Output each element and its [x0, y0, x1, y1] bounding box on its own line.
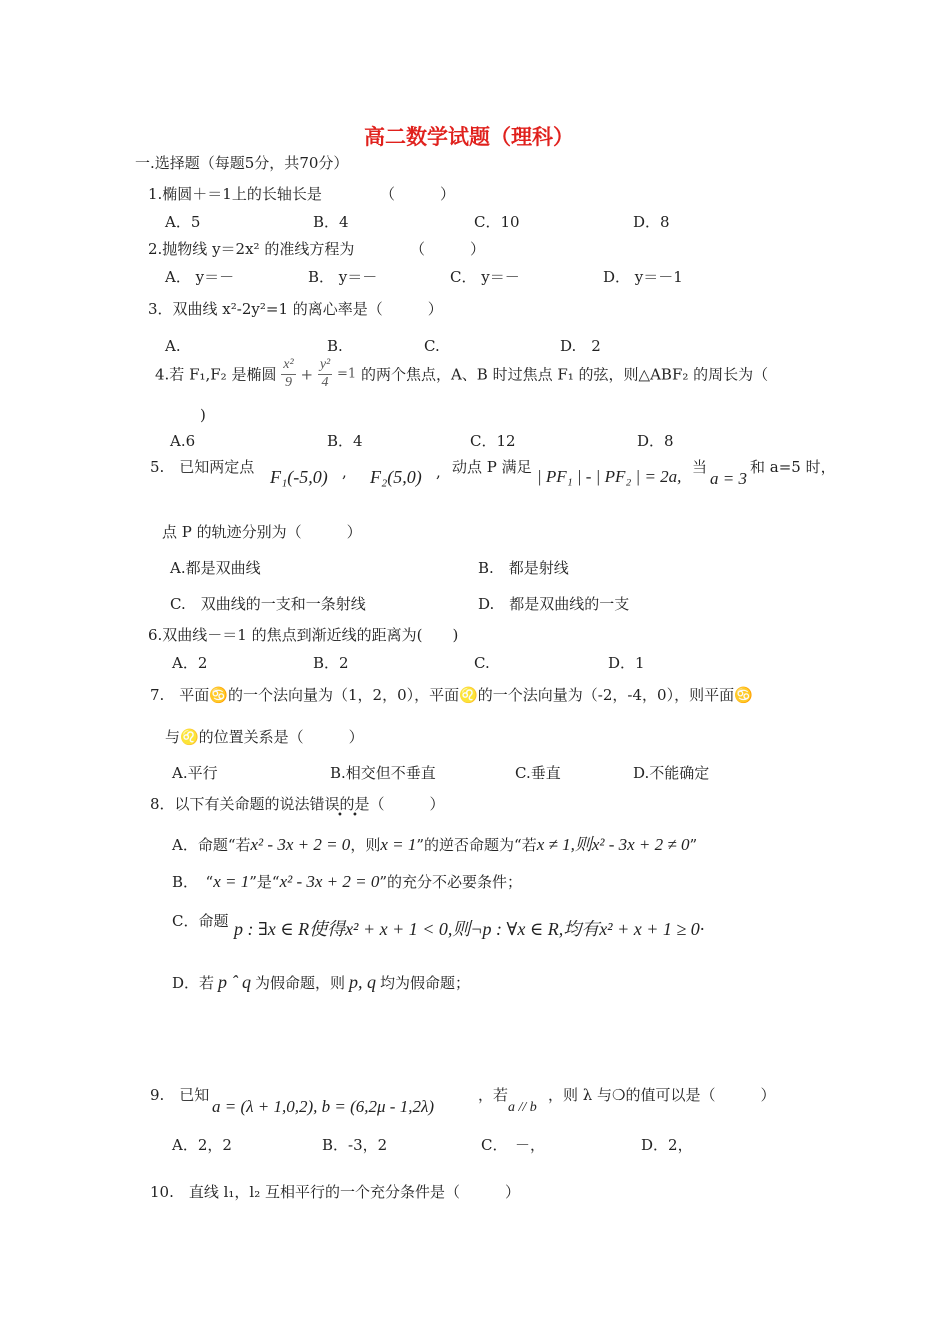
q6-option-b: B．2: [313, 654, 349, 672]
q7-option-d: D.不能确定: [633, 764, 710, 782]
q5-focus-f2: F₂(5,0): [370, 467, 422, 487]
q8-option-d: [172, 972, 470, 994]
q9-stem-start: 9. 已知: [150, 1086, 210, 1104]
q5-stem-tail: 和 a=5 时，: [750, 458, 836, 476]
q5-stem-mid: 动点 P 满足: [452, 458, 532, 476]
q4-stem-start: 4.若 F₁,F₂ 是椭圆: [155, 365, 277, 384]
q9-parallel: a // b: [508, 1100, 537, 1115]
q5-option-b: B. 都是射线: [478, 559, 569, 577]
q4-close-paren: ): [200, 406, 206, 424]
q7-stem-line2: 与♌的位置关系是（ ）: [165, 728, 364, 746]
q8-option-a: [172, 835, 697, 855]
q5-option-d: D. 都是双曲线的一支: [478, 595, 630, 613]
q2-answer-paren: （ ）: [410, 240, 486, 258]
q1-stem: 1.椭圆＋＝1上的长轴长是: [148, 185, 322, 203]
q9-ruo: ，若: [478, 1086, 509, 1104]
q4-frac-y-num: y²: [318, 357, 332, 375]
q8-stem: 8．以下有关命题的说法错误的是（ ）: [150, 795, 445, 813]
q5-a-equals-3: a = 3: [710, 469, 747, 488]
q7-stem: 7. 平面♋的一个法向量为（1，2，0），平面♌的一个法向量为（-2，-4，0），则平面♋: [150, 686, 753, 704]
q8-a-end: ”: [689, 836, 698, 854]
q1-option-b: B．4: [313, 213, 349, 231]
section-heading: 一.选择题（每题5分，共70分）: [135, 154, 349, 172]
q5-focus-f1: F₁(-5,0): [270, 467, 328, 487]
q8-b-label: B． “: [172, 873, 214, 891]
q5-condition: | PF₁ | - | PF₂ | = 2a,: [537, 467, 682, 486]
q8-d-label: D．若: [172, 974, 215, 992]
q9-option-d: D．2，: [641, 1136, 693, 1154]
q8-b-math-2: x² - 3x + 2 = 0: [279, 872, 380, 891]
q4-option-c: C．12: [470, 432, 516, 450]
q8-a-mid: ，则: [350, 836, 381, 854]
q4-plus: +: [300, 365, 314, 384]
q5-option-a: A.都是双曲线: [170, 559, 261, 577]
q7-option-c: C.垂直: [515, 764, 561, 782]
q3-option-c: C.: [424, 337, 440, 355]
q4-fraction-y: [318, 357, 332, 392]
q8-a-mid2: ”的逆否命题为“若: [416, 836, 537, 854]
q8-option-b: [172, 872, 522, 892]
q8-a-math-3: x ≠ 1,则x² - 3x + 2 ≠ 0: [536, 835, 690, 854]
q1-option-a: A．5: [165, 213, 201, 231]
q3-option-d: D. 2: [560, 337, 601, 355]
q7-option-b: B.相交但不垂直: [330, 764, 436, 782]
page-title: 高二数学试题（理科）: [364, 125, 574, 149]
q4-option-b: B．4: [327, 432, 363, 450]
q8-d-mid: 为假命题，则: [255, 974, 346, 992]
q3-option-b: B.: [327, 337, 343, 355]
q3-stem: 3．双曲线 x²-2y²=1 的离心率是（ ）: [148, 300, 443, 318]
q9-option-b: B．-3，2: [322, 1136, 388, 1154]
emphasis-dot: •: [337, 810, 343, 821]
q6-option-d: D．1: [608, 654, 645, 672]
q4-frac-y-den: 4: [321, 374, 329, 390]
q8-d-math-1: p ˆ q: [218, 972, 252, 992]
q2-option-a: A． y＝－: [165, 268, 235, 286]
q4-stem-end: 的两个焦点，A、B 时过焦点 F₁ 的弦，则△ABF₂ 的周长为（: [360, 365, 769, 384]
q9-option-a: A．2，2: [172, 1136, 232, 1154]
q4-eq-one: =1: [337, 366, 357, 382]
q2-option-d: D． y＝－1: [603, 268, 683, 286]
q3-option-a: A.: [165, 337, 181, 355]
q8-b-math-1: x = 1: [213, 872, 250, 891]
q4-frac-x-num: x²: [281, 357, 295, 375]
q8-d-end: 均为假命题；: [380, 974, 471, 992]
q6-option-a: A．2: [172, 654, 208, 672]
q2-option-b: B． y＝－: [308, 268, 378, 286]
q5-stem-line2: 点 P 的轨迹分别为（ ）: [162, 523, 362, 541]
q6-option-c: C.: [474, 654, 490, 672]
q8-b-mid: ”是“: [249, 873, 280, 891]
q8-d-math-2: p, q: [349, 972, 377, 992]
q5-comma2: ,: [436, 463, 441, 481]
q6-stem: 6.双曲线－＝1 的焦点到渐近线的距离为( ): [148, 626, 459, 644]
q5-when: 当: [692, 458, 708, 476]
q1-answer-paren: （ ）: [380, 185, 456, 203]
q5-stem-start: 5. 已知两定点: [150, 458, 255, 476]
q2-stem: 2.抛物线 y＝2x² 的准线方程为: [148, 240, 355, 258]
q4-frac-x-den: 9: [284, 374, 292, 390]
q5-comma: ,: [342, 463, 347, 481]
q8-c-label: C．命题: [172, 912, 229, 930]
q8-c-dot: ·: [699, 919, 705, 939]
q4-fraction-x: [281, 357, 295, 392]
q1-option-c: C．10: [474, 213, 520, 231]
q5-option-c: C. 双曲线的一支和一条射线: [170, 595, 366, 613]
q7-option-a: A.平行: [172, 764, 218, 782]
q8-a-label: A．命题“若: [172, 836, 251, 854]
q9-vectors: a = (λ + 1,0,2), b = (6,2μ - 1,2λ): [212, 1097, 434, 1116]
q9-option-c: C． －，: [481, 1136, 545, 1154]
q4-option-a: A.6: [170, 432, 196, 450]
q2-option-c: C． y＝－: [450, 268, 520, 286]
q8-a-math-1: x² - 3x + 2 = 0: [250, 835, 351, 854]
q4-stem: [155, 357, 768, 392]
q4-option-d: D．8: [637, 432, 674, 450]
q8-b-end: ”的充分不必要条件；: [379, 873, 523, 891]
q8-c-formula: p : ∃x ∈ R使得x² + x + 1 < 0,则¬p : ∀x ∈ R,均有x² + x + 1 ≥ 0: [234, 919, 700, 939]
q8-c-math: [234, 919, 704, 941]
q9-stem-tail: ，则 λ 与❍的值可以是（ ）: [548, 1086, 776, 1104]
q8-a-math-2: x = 1: [380, 835, 417, 854]
q10-stem: 10. 直线 l₁，l₂ 互相平行的一个充分条件是（ ）: [150, 1183, 521, 1201]
q1-option-d: D．8: [633, 213, 670, 231]
emphasis-dot: •: [352, 810, 358, 821]
